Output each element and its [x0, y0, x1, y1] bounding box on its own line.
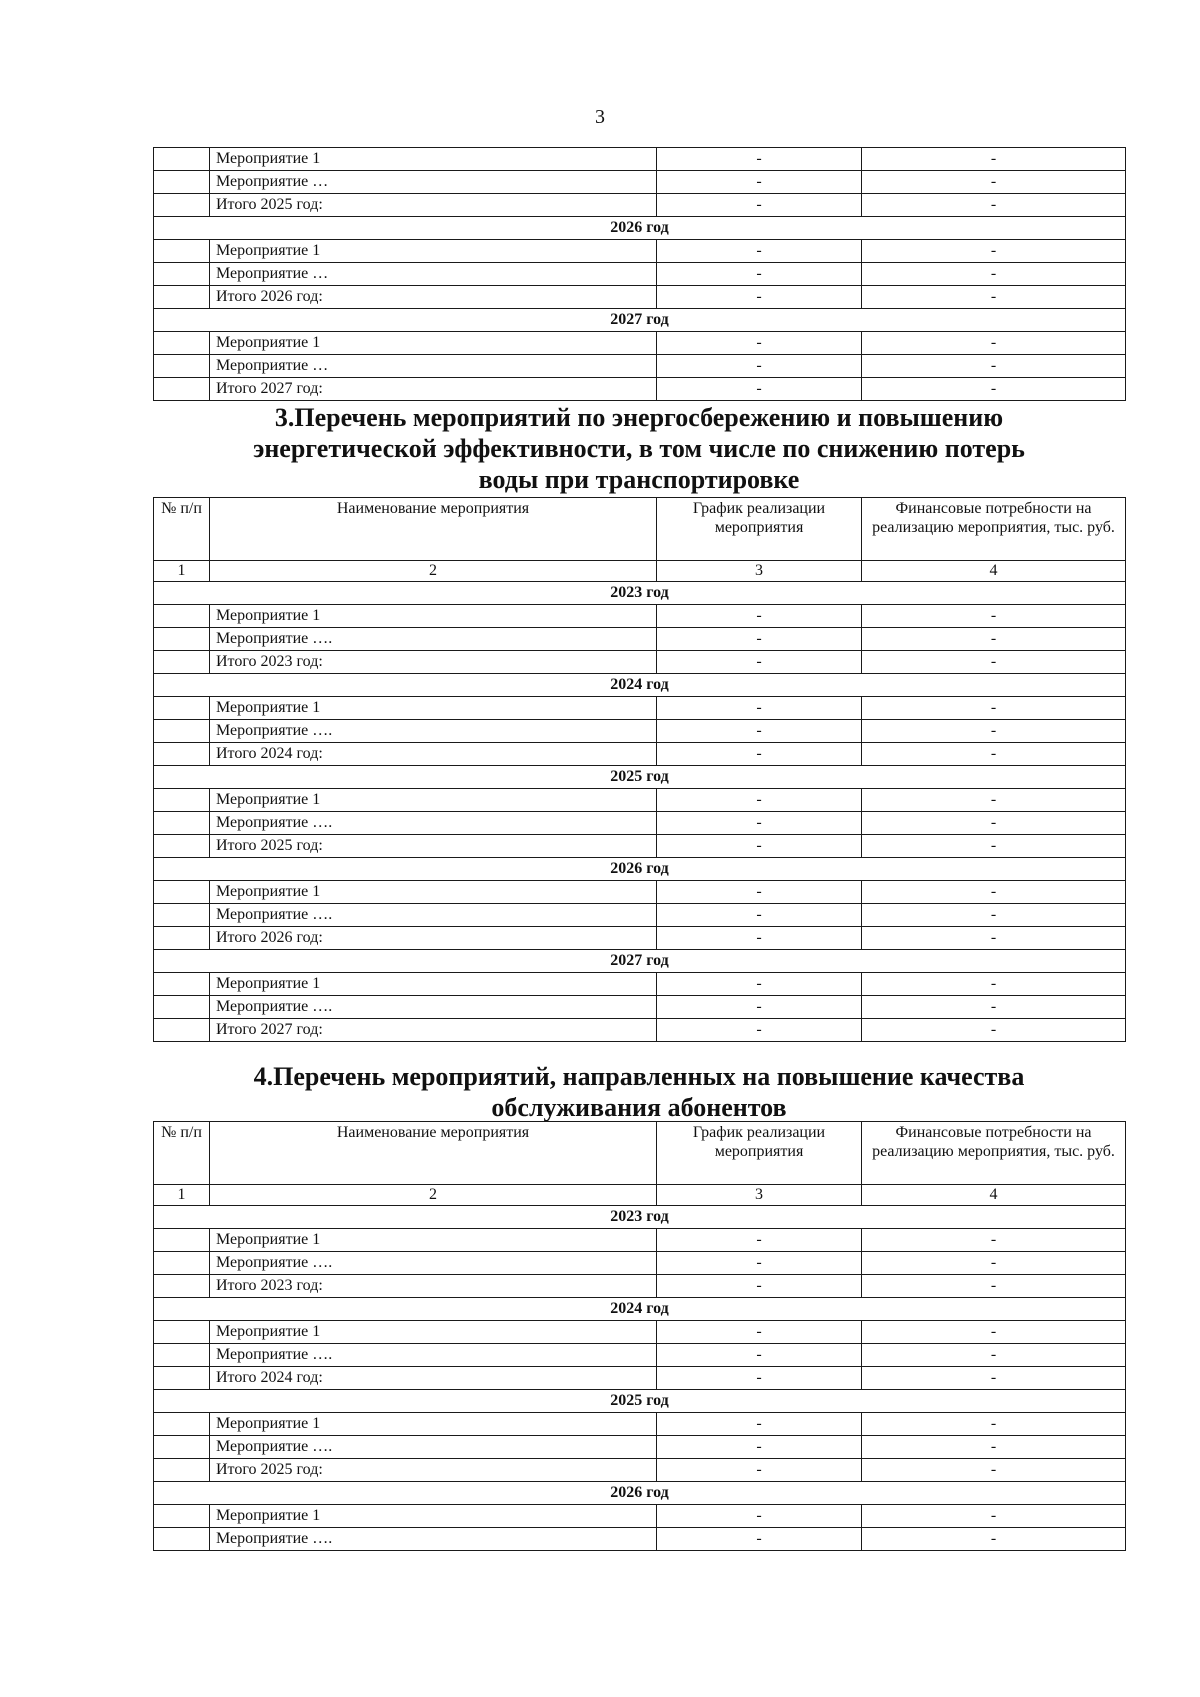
column-numbers-row — [154, 1185, 1126, 1206]
header-num: № п/п — [154, 498, 210, 561]
activity-finance: - — [862, 927, 1126, 950]
activity-finance: - — [862, 171, 1126, 194]
activity-name: Мероприятие 1 — [210, 697, 657, 720]
year-row — [154, 309, 1126, 332]
column-numbers-row — [154, 561, 1126, 582]
table-row — [154, 881, 1126, 904]
year-row — [154, 674, 1126, 697]
activity-schedule: - — [657, 263, 862, 286]
year-label: 2025 год — [154, 766, 1126, 789]
activity-name: Мероприятие …. — [210, 1436, 657, 1459]
year-label: 2025 год — [154, 1390, 1126, 1413]
activity-finance: - — [862, 1344, 1126, 1367]
activity-schedule: - — [657, 996, 862, 1019]
row-num-cell — [154, 812, 210, 835]
row-num-cell — [154, 1413, 210, 1436]
header-name: Наименование мероприятия — [210, 498, 657, 561]
table-row — [154, 286, 1126, 309]
activity-name: Итого 2025 год: — [210, 1459, 657, 1482]
section-3-title-line: энергетической эффективности, в том числе по снижению потерь — [253, 434, 1025, 463]
activity-schedule: - — [657, 789, 862, 812]
activity-schedule: - — [657, 927, 862, 950]
activity-schedule: - — [657, 1528, 862, 1551]
row-num-cell — [154, 1528, 210, 1551]
activity-name: Итого 2027 год: — [210, 1019, 657, 1042]
table-row — [154, 835, 1126, 858]
activity-finance: - — [862, 743, 1126, 766]
activity-finance: - — [862, 835, 1126, 858]
activity-finance: - — [862, 651, 1126, 674]
year-label: 2024 год — [154, 1298, 1126, 1321]
activity-schedule: - — [657, 1229, 862, 1252]
activity-finance: - — [862, 1229, 1126, 1252]
year-label: 2023 год — [154, 582, 1126, 605]
activity-name: Мероприятие …. — [210, 1344, 657, 1367]
table-row — [154, 194, 1126, 217]
row-num-cell — [154, 1505, 210, 1528]
table-row — [154, 1321, 1126, 1344]
activity-name: Мероприятие …. — [210, 904, 657, 927]
activity-name: Итого 2024 год: — [210, 1367, 657, 1390]
activity-name: Итого 2025 год: — [210, 835, 657, 858]
section-3-title-line: 3.Перечень мероприятий по энергосбережению и повышению — [274, 403, 1004, 432]
header-schedule: График реализации мероприятия — [657, 498, 862, 561]
section-4-title — [153, 1061, 1125, 1123]
row-num-cell — [154, 927, 210, 950]
activity-schedule: - — [657, 973, 862, 996]
row-num-cell — [154, 1344, 210, 1367]
activity-name: Мероприятие 1 — [210, 1321, 657, 1344]
activity-finance: - — [862, 1436, 1126, 1459]
table-row — [154, 789, 1126, 812]
activity-schedule: - — [657, 720, 862, 743]
row-num-cell — [154, 720, 210, 743]
column-number: 3 — [657, 561, 862, 582]
activity-finance: - — [862, 332, 1126, 355]
activity-schedule: - — [657, 743, 862, 766]
table-row — [154, 973, 1126, 996]
activity-schedule: - — [657, 835, 862, 858]
year-row — [154, 1482, 1126, 1505]
row-num-cell — [154, 1229, 210, 1252]
activity-name: Мероприятие 1 — [210, 1413, 657, 1436]
table-row — [154, 1367, 1126, 1390]
year-label: 2027 год — [154, 950, 1126, 973]
table-row — [154, 1528, 1126, 1551]
section-4-title-line: 4.Перечень мероприятий, направленных на повышение качества — [253, 1062, 1025, 1091]
activity-schedule: - — [657, 651, 862, 674]
row-num-cell — [154, 1019, 210, 1042]
row-num-cell — [154, 240, 210, 263]
activity-name: Итого 2026 год: — [210, 927, 657, 950]
header-num: № п/п — [154, 1122, 210, 1185]
year-row — [154, 582, 1126, 605]
activity-name: Итого 2023 год: — [210, 1275, 657, 1298]
activity-schedule: - — [657, 1275, 862, 1298]
row-num-cell — [154, 743, 210, 766]
row-num-cell — [154, 789, 210, 812]
year-label: 2026 год — [154, 1482, 1126, 1505]
year-label: 2026 год — [154, 217, 1126, 240]
row-num-cell — [154, 378, 210, 401]
activity-name: Мероприятие 1 — [210, 1505, 657, 1528]
row-num-cell — [154, 881, 210, 904]
table-row — [154, 1275, 1126, 1298]
column-number: 3 — [657, 1185, 862, 1206]
activity-name: Мероприятие …. — [210, 812, 657, 835]
activity-schedule: - — [657, 1505, 862, 1528]
activity-schedule: - — [657, 355, 862, 378]
activity-name: Мероприятие … — [210, 171, 657, 194]
activity-finance: - — [862, 355, 1126, 378]
row-num-cell — [154, 263, 210, 286]
table-row — [154, 812, 1126, 835]
table-row — [154, 1413, 1126, 1436]
row-num-cell — [154, 605, 210, 628]
activity-name: Мероприятие 1 — [210, 973, 657, 996]
activity-finance: - — [862, 1252, 1126, 1275]
header-schedule: График реализации мероприятия — [657, 1122, 862, 1185]
activity-schedule: - — [657, 1019, 862, 1042]
row-num-cell — [154, 835, 210, 858]
year-label: 2024 год — [154, 674, 1126, 697]
activity-finance: - — [862, 1459, 1126, 1482]
activity-finance: - — [862, 881, 1126, 904]
activity-name: Мероприятие 1 — [210, 789, 657, 812]
row-num-cell — [154, 996, 210, 1019]
row-num-cell — [154, 1459, 210, 1482]
activity-name: Мероприятие … — [210, 355, 657, 378]
activity-schedule: - — [657, 1252, 862, 1275]
page-number: 3 — [595, 106, 605, 128]
activity-name: Мероприятие 1 — [210, 240, 657, 263]
row-num-cell — [154, 904, 210, 927]
activity-schedule: - — [657, 171, 862, 194]
column-number: 1 — [154, 1185, 210, 1206]
activity-name: Итого 2023 год: — [210, 651, 657, 674]
table-row — [154, 743, 1126, 766]
activity-finance: - — [862, 812, 1126, 835]
row-num-cell — [154, 1367, 210, 1390]
activity-finance: - — [862, 605, 1126, 628]
activity-finance: - — [862, 904, 1126, 927]
activity-name: Мероприятие …. — [210, 996, 657, 1019]
row-num-cell — [154, 1321, 210, 1344]
section-4-table-body — [154, 1122, 1126, 1551]
activity-schedule: - — [657, 812, 862, 835]
activity-finance: - — [862, 263, 1126, 286]
year-label: 2027 год — [154, 309, 1126, 332]
activity-schedule: - — [657, 286, 862, 309]
activity-finance: - — [862, 194, 1126, 217]
header-name: Наименование мероприятия — [210, 1122, 657, 1185]
activity-finance: - — [862, 720, 1126, 743]
activity-schedule: - — [657, 240, 862, 263]
activity-name: Итого 2024 год: — [210, 743, 657, 766]
table-header-row — [154, 1122, 1126, 1185]
row-num-cell — [154, 171, 210, 194]
row-num-cell — [154, 332, 210, 355]
year-label: 2026 год — [154, 858, 1126, 881]
row-num-cell — [154, 973, 210, 996]
row-num-cell — [154, 1275, 210, 1298]
activity-schedule: - — [657, 904, 862, 927]
continued-table-body — [154, 148, 1126, 401]
activity-name: Мероприятие …. — [210, 720, 657, 743]
activity-finance: - — [862, 1275, 1126, 1298]
activity-name: Мероприятие 1 — [210, 332, 657, 355]
table-row — [154, 1019, 1126, 1042]
table-row — [154, 1459, 1126, 1482]
table-header-row — [154, 498, 1126, 561]
activity-schedule: - — [657, 605, 862, 628]
activity-finance: - — [862, 1019, 1126, 1042]
activity-schedule: - — [657, 697, 862, 720]
table-row — [154, 697, 1126, 720]
activity-finance: - — [862, 1413, 1126, 1436]
activity-schedule: - — [657, 1459, 862, 1482]
table-row — [154, 263, 1126, 286]
year-row — [154, 766, 1126, 789]
header-finance: Финансовые потребности на реализацию мероприятия, тыс. руб. — [862, 498, 1126, 561]
table-row — [154, 628, 1126, 651]
activity-finance: - — [862, 1505, 1126, 1528]
activity-finance: - — [862, 378, 1126, 401]
activity-schedule: - — [657, 332, 862, 355]
activity-finance: - — [862, 973, 1126, 996]
row-num-cell — [154, 1252, 210, 1275]
row-num-cell — [154, 628, 210, 651]
year-row — [154, 950, 1126, 973]
row-num-cell — [154, 1436, 210, 1459]
year-row — [154, 1298, 1126, 1321]
section-4-title-line: обслуживания абонентов — [491, 1093, 787, 1122]
section-3-table-body — [154, 498, 1126, 1042]
column-number: 4 — [862, 1185, 1126, 1206]
table-row — [154, 1229, 1126, 1252]
year-row — [154, 1206, 1126, 1229]
activity-name: Итого 2027 год: — [210, 378, 657, 401]
activity-finance: - — [862, 789, 1126, 812]
activity-schedule: - — [657, 1436, 862, 1459]
section-4-table — [153, 1121, 1126, 1551]
activity-name: Мероприятие 1 — [210, 881, 657, 904]
activity-finance: - — [862, 1367, 1126, 1390]
activity-schedule: - — [657, 881, 862, 904]
table-row — [154, 1436, 1126, 1459]
activity-name: Итого 2025 год: — [210, 194, 657, 217]
year-label: 2023 год — [154, 1206, 1126, 1229]
activity-finance: - — [862, 697, 1126, 720]
table-row — [154, 171, 1126, 194]
table-row — [154, 996, 1126, 1019]
table-row — [154, 240, 1126, 263]
activity-schedule: - — [657, 378, 862, 401]
table-row — [154, 651, 1126, 674]
table-row — [154, 605, 1126, 628]
activity-schedule: - — [657, 1367, 862, 1390]
activity-name: Итого 2026 год: — [210, 286, 657, 309]
continued-table — [153, 147, 1126, 401]
year-row — [154, 858, 1126, 881]
activity-name: Мероприятие …. — [210, 628, 657, 651]
row-num-cell — [154, 697, 210, 720]
activity-finance: - — [862, 1528, 1126, 1551]
activity-schedule: - — [657, 1344, 862, 1367]
header-finance: Финансовые потребности на реализацию мероприятия, тыс. руб. — [862, 1122, 1126, 1185]
year-row — [154, 217, 1126, 240]
row-num-cell — [154, 355, 210, 378]
table-row — [154, 355, 1126, 378]
table-row — [154, 1252, 1126, 1275]
activity-finance: - — [862, 628, 1126, 651]
activity-schedule: - — [657, 148, 862, 171]
table-row — [154, 720, 1126, 743]
activity-schedule: - — [657, 194, 862, 217]
activity-name: Мероприятие 1 — [210, 148, 657, 171]
row-num-cell — [154, 148, 210, 171]
column-number: 4 — [862, 561, 1126, 582]
table-row — [154, 332, 1126, 355]
activity-finance: - — [862, 286, 1126, 309]
activity-finance: - — [862, 1321, 1126, 1344]
section-3-title — [153, 402, 1125, 495]
section-3-table — [153, 497, 1126, 1042]
table-row — [154, 1344, 1126, 1367]
activity-schedule: - — [657, 1321, 862, 1344]
activity-name: Мероприятие …. — [210, 1252, 657, 1275]
activity-finance: - — [862, 148, 1126, 171]
column-number: 1 — [154, 561, 210, 582]
section-3-title-line: воды при транспортировке — [478, 465, 800, 494]
table-row — [154, 378, 1126, 401]
year-row — [154, 1390, 1126, 1413]
activity-schedule: - — [657, 628, 862, 651]
table-row — [154, 148, 1126, 171]
activity-name: Мероприятие 1 — [210, 605, 657, 628]
activity-name: Мероприятие 1 — [210, 1229, 657, 1252]
column-number: 2 — [210, 1185, 657, 1206]
activity-finance: - — [862, 996, 1126, 1019]
activity-name: Мероприятие …. — [210, 1528, 657, 1551]
activity-name: Мероприятие … — [210, 263, 657, 286]
activity-schedule: - — [657, 1413, 862, 1436]
activity-finance: - — [862, 240, 1126, 263]
row-num-cell — [154, 651, 210, 674]
row-num-cell — [154, 286, 210, 309]
column-number: 2 — [210, 561, 657, 582]
table-row — [154, 927, 1126, 950]
table-row — [154, 1505, 1126, 1528]
table-row — [154, 904, 1126, 927]
row-num-cell — [154, 194, 210, 217]
